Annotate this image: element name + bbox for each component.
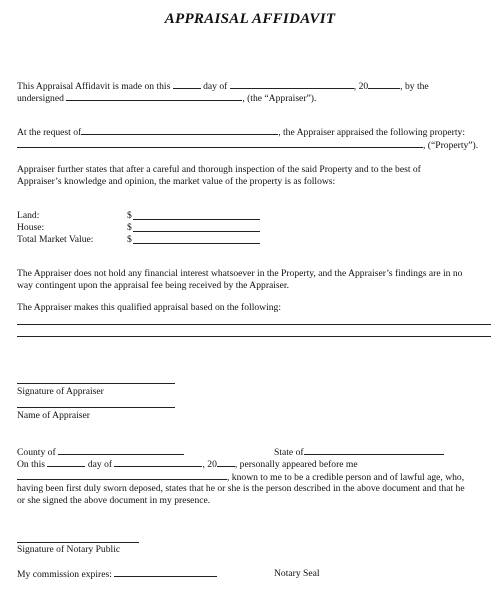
land-label: Land: — [17, 210, 40, 221]
request-text: , the Appraiser appraised the following property: — [278, 127, 465, 138]
inspection-line-1: Appraiser further states that after a careful and thorough inspection of the said Property and to the best of — [17, 164, 421, 175]
appraiser-name-label: Name of Appraiser — [17, 410, 90, 421]
request-line-1 — [17, 126, 465, 138]
property-defined: , (“Property”). — [423, 140, 479, 151]
commission-line — [17, 568, 217, 580]
interest-line-2: way contingent upon the appraisal fee being received by the Appraiser. — [17, 280, 289, 291]
interest-line-1: The Appraiser does not hold any financial interest whatsoever in the Property, and the Appraiser’s findings are in no — [17, 268, 463, 279]
property-blank[interactable] — [17, 139, 423, 148]
land-dollar: $ — [127, 210, 132, 221]
notary-signature-label: Signature of Notary Public — [17, 544, 121, 555]
state-line — [274, 446, 444, 458]
signed-line: or she signed the above document in my presence. — [17, 495, 211, 506]
house-dollar: $ — [127, 222, 132, 233]
house-label: House: — [17, 222, 45, 233]
house-value-field[interactable] — [133, 231, 260, 232]
land-value-field[interactable] — [133, 219, 260, 220]
intro-line-1 — [17, 80, 429, 92]
total-dollar: $ — [127, 234, 132, 245]
sworn-line: having been first duly sworn deposed, states that he or she is the person described in the above document and that he — [17, 483, 465, 494]
inspection-line-2: Appraiser’s knowledge and opinion, the market value of the property is as follows: — [17, 176, 336, 187]
appraiser-signature-label: Signature of Appraiser — [17, 386, 104, 397]
appraiser-name-blank[interactable] — [66, 92, 242, 101]
appeared-text: , personally appeared before me — [234, 459, 358, 470]
intro-text-c: , 20 — [353, 81, 369, 92]
notary-month-field[interactable] — [114, 458, 202, 467]
intro-line-2 — [17, 92, 316, 104]
state-field[interactable] — [304, 446, 444, 455]
requester-blank[interactable] — [81, 126, 278, 135]
county-line — [17, 446, 184, 458]
county-label: County of — [17, 447, 56, 458]
on-this-label: On this — [17, 459, 45, 470]
twenty-label: , 20 — [202, 459, 217, 470]
known-text: , known to me to be a credible person and of lawful age, who, — [227, 472, 465, 483]
year-blank[interactable] — [368, 80, 400, 89]
day-blank[interactable] — [173, 80, 201, 89]
day-of-label: day of — [87, 459, 113, 470]
request-label: At the request of — [17, 127, 82, 138]
notary-signature-line[interactable] — [17, 542, 139, 543]
affiant-name-field[interactable] — [17, 471, 227, 480]
notary-day-field[interactable] — [47, 458, 85, 467]
appraiser-signature-line[interactable] — [17, 383, 175, 384]
known-line — [17, 471, 464, 483]
basis-field-1[interactable] — [17, 324, 491, 325]
intro-text-b: day of — [203, 81, 228, 92]
undersigned-label: undersigned — [17, 93, 64, 104]
notary-seal-label: Notary Seal — [274, 568, 320, 579]
intro-text-a: This Appraisal Affidavit is made on this — [17, 81, 171, 92]
notary-year-field[interactable] — [217, 458, 235, 467]
basis-line: The Appraiser makes this qualified appraisal based on the following: — [17, 302, 282, 313]
appraiser-defined: , (the “Appraiser”). — [242, 93, 317, 104]
request-line-2 — [17, 139, 478, 151]
intro-text-d: , by the — [400, 81, 429, 92]
appearance-line — [17, 458, 358, 470]
month-blank[interactable] — [230, 80, 354, 89]
basis-field-2[interactable] — [17, 336, 491, 337]
commission-field[interactable] — [114, 568, 217, 577]
commission-label: My commission expires: — [17, 569, 112, 580]
state-label: State of — [274, 447, 304, 458]
appraiser-name-line[interactable] — [17, 407, 175, 408]
total-value-field[interactable] — [133, 243, 260, 244]
total-label: Total Market Value: — [17, 234, 94, 245]
county-field[interactable] — [58, 446, 184, 455]
document-title: APPRAISAL AFFIDAVIT — [164, 11, 336, 27]
